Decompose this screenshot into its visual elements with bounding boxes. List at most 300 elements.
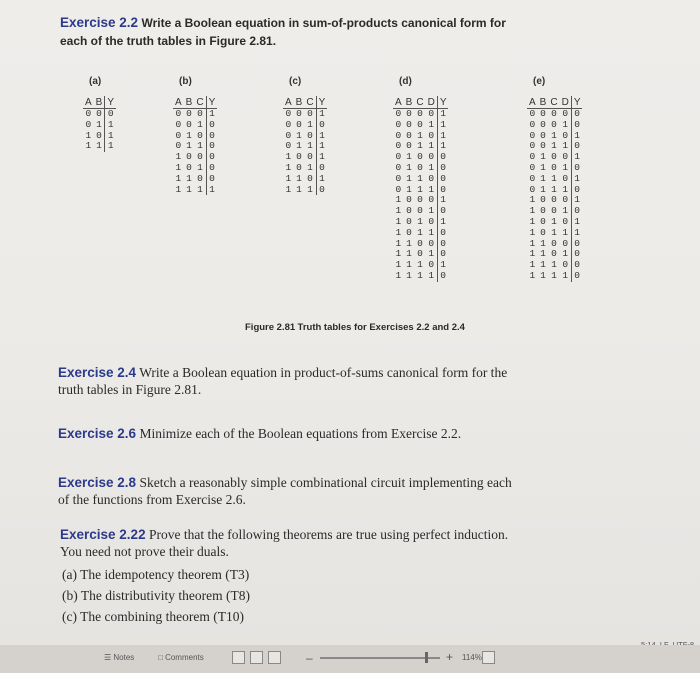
table-cell: 0 <box>175 118 182 130</box>
table-header-row <box>283 96 327 109</box>
table-header-row <box>393 96 448 109</box>
table-cell: 0 <box>197 172 203 184</box>
table-cell: 0 <box>285 129 292 141</box>
table-cell: 1 <box>395 226 402 238</box>
table-cell: 1 <box>406 248 412 260</box>
table-cell: 1 <box>551 183 557 195</box>
table-cell: 1 <box>562 183 569 195</box>
exercise-2-22 <box>60 526 508 625</box>
table-row <box>283 120 327 131</box>
table-cell: 1 <box>296 140 302 152</box>
table-cell: 1 <box>395 248 402 260</box>
table-cell: 0 <box>96 129 102 141</box>
table-cell: 1 <box>562 205 569 217</box>
table-cell: 1 <box>437 109 448 120</box>
zoom-slider-track[interactable] <box>320 657 440 659</box>
table-cell: 0 <box>551 161 557 173</box>
table-cell: 0 <box>571 271 582 282</box>
zoom-level[interactable]: 114% <box>462 653 482 662</box>
table-cell: 0 <box>437 228 448 239</box>
table-cell: 0 <box>395 108 402 119</box>
table-row <box>173 174 217 185</box>
table-cell: 0 <box>562 194 569 206</box>
table-cell: 1 <box>529 269 536 281</box>
table-cell: 0 <box>395 183 402 195</box>
table-cell: 0 <box>571 109 582 120</box>
table-cell: 1 <box>428 118 435 130</box>
table-cell: 1 <box>562 118 569 130</box>
zoom-out-icon[interactable]: – <box>306 651 313 665</box>
table-cell: 0 <box>529 118 536 130</box>
truth-table <box>173 96 217 195</box>
column-header: A <box>285 96 292 108</box>
exercise-text: each of the truth tables in Figure 2.81. <box>60 34 277 48</box>
notes-button[interactable] <box>104 653 134 662</box>
truth-table <box>283 96 327 195</box>
table-cell: 0 <box>437 206 448 217</box>
table-cell: 1 <box>437 131 448 142</box>
table-row <box>527 228 582 239</box>
table-cell: 0 <box>529 172 536 184</box>
table-cell: 0 <box>395 161 402 173</box>
column-header: A <box>85 96 92 108</box>
table-cell: 1 <box>540 183 546 195</box>
table-cell: 0 <box>296 118 302 130</box>
table-cell: 0 <box>186 118 192 130</box>
table-cell: 0 <box>307 108 313 119</box>
list-item <box>62 566 508 583</box>
column-header: B <box>405 96 413 108</box>
truth-table-c <box>283 76 327 195</box>
table-cell: 0 <box>562 237 569 249</box>
table-cell: 0 <box>395 151 402 163</box>
table-cell: 0 <box>197 129 203 141</box>
table-cell: 0 <box>562 151 569 163</box>
exercise-label: Exercise 2.8 <box>58 475 137 490</box>
table-cell: 1 <box>316 174 327 185</box>
table-cell: 0 <box>437 174 448 185</box>
table-row <box>283 185 327 196</box>
table-cell: 0 <box>562 172 569 184</box>
table-cell: 1 <box>406 183 412 195</box>
table-cell: 0 <box>540 226 546 238</box>
list-item-text: The combining theorem (T10) <box>80 609 244 624</box>
table-cell: 0 <box>551 151 557 163</box>
table-cell: 0 <box>296 151 302 163</box>
table-cell: 0 <box>96 108 102 119</box>
table-cell: 0 <box>437 249 448 260</box>
table-cell: 0 <box>562 259 569 271</box>
column-header: B <box>94 96 105 109</box>
table-cell: 1 <box>571 131 582 142</box>
table-cell: 0 <box>540 140 546 152</box>
table-cell: 0 <box>285 118 292 130</box>
table-cell: 1 <box>296 129 302 141</box>
table-cell: 0 <box>551 118 557 130</box>
table-cell: 0 <box>417 237 423 249</box>
table-cell: 0 <box>551 108 557 119</box>
table-caption: (c) <box>289 76 302 87</box>
exercise-text: truth tables in Figure 2.81. <box>58 382 202 397</box>
table-cell: 1 <box>571 195 582 206</box>
table-row <box>83 120 116 131</box>
table-cell: 1 <box>437 217 448 228</box>
table-cell: 1 <box>395 237 402 249</box>
exercise-label: Exercise 2.2 <box>60 15 139 30</box>
table-cell: 0 <box>571 141 582 152</box>
table-cell: 1 <box>186 183 192 195</box>
table-cell: 0 <box>529 183 536 195</box>
table-cell: 1 <box>540 172 546 184</box>
table-cell: 0 <box>529 129 536 141</box>
table-header-row <box>173 96 217 109</box>
table-cell: 1 <box>197 161 203 173</box>
table-cell: 0 <box>571 249 582 260</box>
table-caption: (d) <box>399 76 412 87</box>
table-header-row <box>527 96 582 109</box>
table-cell: 1 <box>562 269 569 281</box>
table-cell: 1 <box>437 195 448 206</box>
list-marker: (b) <box>62 588 78 603</box>
truth-table <box>393 96 448 282</box>
table-cell: 1 <box>105 131 116 142</box>
figure-caption <box>245 322 465 333</box>
truth-table-b <box>173 76 217 195</box>
table-cell: 1 <box>540 237 546 249</box>
table-cell: 1 <box>96 118 102 130</box>
table-cell: 1 <box>540 259 546 271</box>
table-cell: 1 <box>551 172 557 184</box>
table-cell: 0 <box>428 194 435 206</box>
table-cell: 1 <box>571 174 582 185</box>
table-cell: 0 <box>428 108 435 119</box>
zoom-slider-handle[interactable] <box>425 652 428 663</box>
exercise-text: You need not prove their duals. <box>60 544 229 559</box>
table-cell: 0 <box>395 129 402 141</box>
table-cell: 1 <box>206 109 217 120</box>
table-cell: 0 <box>206 174 217 185</box>
table-cell: 1 <box>529 194 536 206</box>
table-cell: 0 <box>285 108 292 119</box>
table-cell: 1 <box>571 217 582 228</box>
table-cell: 1 <box>406 151 412 163</box>
table-cell: 1 <box>285 151 292 163</box>
theorem-list <box>60 566 508 625</box>
table-cell: 0 <box>186 161 192 173</box>
truth-table <box>83 96 116 152</box>
table-cell: 0 <box>437 152 448 163</box>
exercise-text: Write a Boolean equation in sum-of-products canonical form for <box>141 16 506 30</box>
table-cell: 0 <box>540 194 546 206</box>
table-caption: (b) <box>179 76 192 87</box>
table-cell: 0 <box>206 163 217 174</box>
exercise-label: Exercise 2.22 <box>60 527 146 542</box>
table-cell: 0 <box>437 185 448 196</box>
table-cell: 1 <box>175 172 182 184</box>
table-cell: 0 <box>562 129 569 141</box>
table-cell: 1 <box>175 151 182 163</box>
table-row <box>393 120 448 131</box>
table-cell: 1 <box>428 140 435 152</box>
table-cell: 1 <box>395 269 402 281</box>
table-cell: 1 <box>428 248 435 260</box>
table-cell: 1 <box>417 269 423 281</box>
table-cell: 0 <box>406 140 412 152</box>
table-cell: 0 <box>529 108 536 119</box>
comment-icon: □ <box>158 653 163 662</box>
table-cell: 0 <box>571 239 582 250</box>
table-cell: 1 <box>417 172 423 184</box>
table-cell: 1 <box>529 248 536 260</box>
list-marker: (a) <box>62 567 77 582</box>
truth-table-d <box>393 76 448 282</box>
table-cell: 0 <box>296 161 302 173</box>
table-cell: 0 <box>206 120 217 131</box>
reading-view-icon[interactable] <box>268 651 281 664</box>
table-cell: 1 <box>197 140 203 152</box>
grid-view-icon[interactable] <box>250 651 263 664</box>
table-cell: 1 <box>406 237 412 249</box>
table-cell: 0 <box>307 151 313 163</box>
table-cell: 1 <box>285 183 292 195</box>
table-cell: 0 <box>417 248 423 260</box>
table-cell: 1 <box>562 226 569 238</box>
table-cell: 0 <box>307 129 313 141</box>
table-cell: 1 <box>296 172 302 184</box>
column-header: Y <box>437 96 448 109</box>
truth-table-a <box>83 76 116 152</box>
table-cell: 0 <box>428 215 435 227</box>
table-cell: 1 <box>296 183 302 195</box>
column-header: C <box>304 96 316 109</box>
table-cell: 0 <box>406 108 412 119</box>
table-cell: 1 <box>540 151 546 163</box>
column-header: Y <box>571 96 582 109</box>
table-cell: 0 <box>428 129 435 141</box>
table-cell: 0 <box>406 194 412 206</box>
list-item-text: The idempotency theorem (T3) <box>80 567 250 582</box>
table-cell: 1 <box>562 140 569 152</box>
table-cell: 0 <box>571 206 582 217</box>
table-cell: 1 <box>175 183 182 195</box>
table-caption: (a) <box>89 76 102 87</box>
table-cell: 0 <box>428 151 435 163</box>
table-cell: 0 <box>186 151 192 163</box>
column-header: Y <box>105 96 116 109</box>
table-cell: 1 <box>428 226 435 238</box>
table-caption: (e) <box>533 76 546 87</box>
exercise-text: Prove that the following theorems are true using perfect induction. <box>148 527 509 542</box>
column-header: B <box>185 96 193 108</box>
table-cell: 0 <box>175 129 182 141</box>
table-cell: 1 <box>428 183 435 195</box>
table-cell: 1 <box>551 215 557 227</box>
table-cell: 1 <box>551 269 557 281</box>
table-cell: 1 <box>316 131 327 142</box>
table-cell: 0 <box>417 118 423 130</box>
list-item <box>62 587 508 604</box>
table-cell: 0 <box>395 140 402 152</box>
table-cell: 0 <box>307 172 313 184</box>
table-cell: 1 <box>186 140 192 152</box>
normal-view-icon[interactable] <box>232 651 245 664</box>
table-row <box>283 174 327 185</box>
table-cell: 0 <box>571 120 582 131</box>
table-cell: 0 <box>571 185 582 196</box>
table-cell: 0 <box>186 108 192 119</box>
table-cell: 0 <box>175 140 182 152</box>
table-cell: 1 <box>417 183 423 195</box>
table-cell: 1 <box>437 260 448 271</box>
list-item-text: The distributivity theorem (T8) <box>80 588 250 603</box>
table-cell: 0 <box>417 161 423 173</box>
column-header: C <box>416 96 424 108</box>
table-cell: 1 <box>316 141 327 152</box>
table-cell: 0 <box>175 108 182 119</box>
table-cell: 0 <box>540 129 546 141</box>
table-cell: 1 <box>540 248 546 260</box>
table-cell: 1 <box>428 205 435 217</box>
table-cell: 0 <box>551 248 557 260</box>
table-cell: 1 <box>529 205 536 217</box>
table-row <box>393 228 448 239</box>
table-header-row <box>83 96 116 109</box>
zoom-in-icon[interactable]: + <box>446 650 454 664</box>
column-header: A <box>529 96 536 108</box>
comments-label: Comments <box>165 653 204 662</box>
exercise-2-8 <box>58 474 512 508</box>
table-row <box>173 120 217 131</box>
table-cell: 0 <box>395 172 402 184</box>
table-cell: 1 <box>316 109 327 120</box>
table-cell: 1 <box>437 141 448 152</box>
table-cell: 1 <box>307 161 313 173</box>
table-cell: 1 <box>395 205 402 217</box>
table-cell: 1 <box>417 129 423 141</box>
table-cell: 0 <box>551 194 557 206</box>
table-cell: 0 <box>540 108 546 119</box>
table-cell: 0 <box>197 151 203 163</box>
table-cell: 0 <box>197 108 203 119</box>
table-cell: 0 <box>406 215 412 227</box>
table-cell: 1 <box>105 141 116 152</box>
table-cell: 1 <box>96 140 102 152</box>
table-cell: 1 <box>551 259 557 271</box>
table-cell: 0 <box>417 108 423 119</box>
exercise-2-4 <box>58 364 507 398</box>
table-cell: 0 <box>417 151 423 163</box>
table-cell: 1 <box>395 259 402 271</box>
table-cell: 0 <box>417 194 423 206</box>
table-row <box>527 271 582 282</box>
table-cell: 1 <box>197 183 203 195</box>
table-cell: 1 <box>417 226 423 238</box>
table-cell: 1 <box>285 161 292 173</box>
table-cell: 1 <box>406 259 412 271</box>
table-cell: 0 <box>437 271 448 282</box>
table-cell: 0 <box>529 161 536 173</box>
figure-caption-text: Truth tables for Exercises 2.2 and 2.4 <box>297 322 465 333</box>
table-cell: 1 <box>529 259 536 271</box>
table-cell: 0 <box>316 163 327 174</box>
table-cell: 1 <box>551 129 557 141</box>
table-cell: 1 <box>307 118 313 130</box>
table-cell: 1 <box>571 228 582 239</box>
table-cell: 0 <box>437 239 448 250</box>
column-header: Y <box>316 96 327 109</box>
table-cell: 0 <box>406 226 412 238</box>
table-row <box>83 141 116 152</box>
table-cell: 0 <box>551 237 557 249</box>
table-cell: 0 <box>285 140 292 152</box>
table-cell: 1 <box>562 161 569 173</box>
table-cell: 0 <box>540 118 546 130</box>
comments-button[interactable] <box>158 653 204 662</box>
truth-table-e <box>527 76 582 282</box>
table-cell: 0 <box>428 172 435 184</box>
table-row <box>173 185 217 196</box>
table-cell: 1 <box>395 194 402 206</box>
column-header: Y <box>206 96 217 109</box>
table-cell: 1 <box>417 215 423 227</box>
table-cell: 1 <box>551 226 557 238</box>
table-cell: 0 <box>206 141 217 152</box>
exercise-2-6 <box>58 425 461 442</box>
table-cell: 0 <box>571 163 582 174</box>
exercise-text: of the functions from Exercise 2.6. <box>58 492 246 507</box>
table-cell: 1 <box>406 161 412 173</box>
notes-icon: ☰ <box>104 653 112 662</box>
table-cell: 1 <box>175 161 182 173</box>
list-marker: (c) <box>62 609 77 624</box>
exercise-label: Exercise 2.6 <box>58 426 137 441</box>
status-bar <box>0 645 700 673</box>
table-row <box>393 174 448 185</box>
table-cell: 0 <box>85 118 92 130</box>
table-cell: 1 <box>105 120 116 131</box>
table-cell: 1 <box>437 120 448 131</box>
table-cell: 0 <box>551 205 557 217</box>
table-cell: 0 <box>406 129 412 141</box>
table-row <box>393 271 448 282</box>
table-cell: 0 <box>428 237 435 249</box>
table-cell: 1 <box>186 129 192 141</box>
table-cell: 1 <box>428 269 435 281</box>
table-cell: 0 <box>296 108 302 119</box>
table-cell: 0 <box>316 120 327 131</box>
column-header: A <box>175 96 182 108</box>
table-cell: 1 <box>529 226 536 238</box>
table-cell: 0 <box>417 205 423 217</box>
table-cell: 1 <box>206 185 217 196</box>
column-header: B <box>295 96 303 108</box>
table-cell: 0 <box>562 108 569 119</box>
table-cell: 0 <box>406 205 412 217</box>
exercise-text: Write a Boolean equation in product-of-sums canonical form for the <box>139 365 508 380</box>
column-header: D <box>426 96 438 109</box>
column-header: B <box>539 96 547 108</box>
table-cell: 1 <box>307 183 313 195</box>
table-cell: 1 <box>417 140 423 152</box>
table-cell: 1 <box>562 248 569 260</box>
table-row <box>527 120 582 131</box>
table-cell: 0 <box>406 118 412 130</box>
table-cell: 0 <box>105 109 116 120</box>
fit-to-window-icon[interactable] <box>482 651 495 664</box>
table-cell: 1 <box>395 215 402 227</box>
table-cell: 1 <box>417 259 423 271</box>
column-header: D <box>560 96 572 109</box>
